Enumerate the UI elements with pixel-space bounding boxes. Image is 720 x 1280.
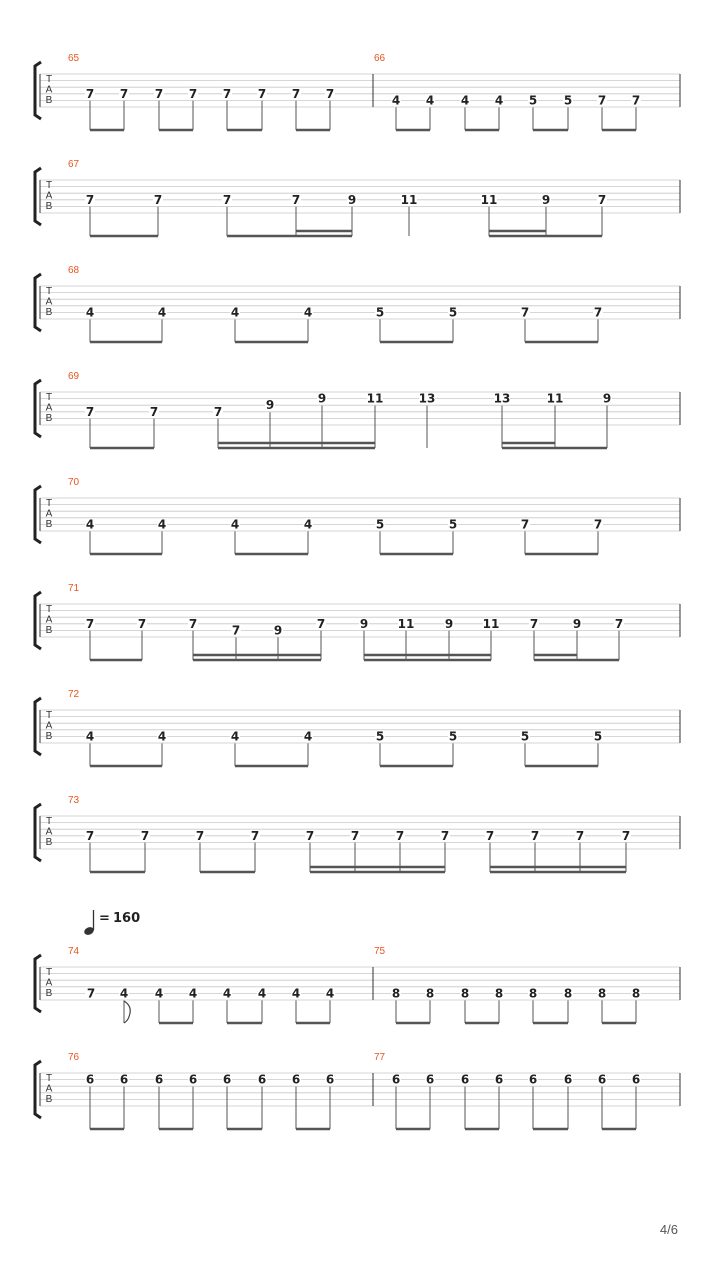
fret-number: 7	[621, 828, 631, 843]
fret-number: 7	[593, 517, 603, 532]
fret-number: 7	[440, 828, 450, 843]
measure-number: 75	[374, 946, 386, 957]
fret-number: 4	[303, 729, 313, 744]
fret-number: 4	[257, 986, 267, 1001]
tab-clef-letter: A	[45, 190, 53, 202]
fret-number: 9	[273, 623, 283, 638]
fret-number: 6	[425, 1072, 435, 1087]
fret-number: 13	[493, 391, 511, 406]
tab-clef-letter: T	[45, 498, 53, 509]
fret-number: 5	[375, 517, 385, 532]
fret-number: 5	[375, 729, 385, 744]
measure-number: 70	[68, 477, 80, 488]
fret-number: 4	[119, 986, 129, 1001]
fret-number: 7	[291, 86, 301, 101]
fret-number: 9	[572, 616, 582, 631]
measure-number: 69	[68, 371, 80, 382]
fret-number: 9	[317, 391, 327, 406]
measure-number: 66	[374, 53, 386, 64]
fret-number: 7	[222, 86, 232, 101]
fret-number: 7	[529, 616, 539, 631]
fret-number: 4	[230, 305, 240, 320]
tab-clef-letter: T	[45, 967, 53, 978]
tab-clef-letter: B	[45, 625, 53, 636]
tab-clef-letter: T	[45, 816, 53, 827]
fret-number: 4	[85, 729, 95, 744]
tempo-value: 160	[113, 911, 141, 926]
fret-number: 5	[593, 729, 603, 744]
fret-number: 11	[400, 192, 418, 207]
fret-number: 7	[316, 616, 326, 631]
measure-number: 74	[68, 946, 80, 957]
fret-number: 4	[157, 517, 167, 532]
fret-number: 7	[85, 192, 95, 207]
fret-number: 5	[375, 305, 385, 320]
fret-number: 6	[494, 1072, 504, 1087]
fret-number: 6	[222, 1072, 232, 1087]
fret-number: 7	[291, 192, 301, 207]
tab-clef-letter: B	[45, 307, 53, 318]
tempo-equals: =	[99, 911, 110, 926]
tab-clef-letter: A	[45, 84, 53, 96]
fret-number: 5	[448, 517, 458, 532]
page-number: 4/6	[659, 1222, 678, 1237]
fret-number: 8	[631, 986, 641, 1001]
fret-number: 6	[85, 1072, 95, 1087]
tab-clef-letter: B	[45, 988, 53, 999]
tab-clef-letter: A	[45, 296, 53, 308]
fret-number: 7	[188, 616, 198, 631]
fret-number: 5	[563, 93, 573, 108]
fret-number: 7	[119, 86, 129, 101]
measure-number: 76	[68, 1052, 80, 1063]
fret-number: 9	[602, 391, 612, 406]
measure-number: 65	[68, 53, 80, 64]
measure-number: 73	[68, 795, 80, 806]
fret-number: 7	[137, 616, 147, 631]
tab-clef-letter: B	[45, 731, 53, 742]
tab-clef-letter: B	[45, 519, 53, 530]
fret-number: 7	[188, 86, 198, 101]
fret-number: 7	[305, 828, 315, 843]
fret-number: 9	[444, 616, 454, 631]
fret-number: 4	[291, 986, 301, 1001]
fret-number: 5	[448, 305, 458, 320]
fret-number: 4	[391, 93, 401, 108]
fret-number: 6	[154, 1072, 164, 1087]
fret-number: 8	[391, 986, 401, 1001]
measure-number: 67	[68, 159, 80, 170]
fret-number: 6	[257, 1072, 267, 1087]
fret-number: 8	[425, 986, 435, 1001]
fret-number: 8	[494, 986, 504, 1001]
fret-number: 4	[154, 986, 164, 1001]
tab-clef-letter: B	[45, 1094, 53, 1105]
fret-number: 7	[213, 404, 223, 419]
fret-number: 4	[494, 93, 504, 108]
fret-number: 11	[482, 616, 500, 631]
fret-number: 8	[563, 986, 573, 1001]
eighth-flag	[124, 1001, 130, 1023]
tab-clef-letter: T	[45, 392, 53, 403]
tab-clef-letter: A	[45, 977, 53, 989]
tab-clef-letter: B	[45, 837, 53, 848]
tab-clef-letter: T	[45, 1073, 53, 1084]
fret-number: 4	[222, 986, 232, 1001]
fret-number: 6	[563, 1072, 573, 1087]
fret-number: 4	[425, 93, 435, 108]
fret-number: 5	[520, 729, 530, 744]
tab-clef-letter: A	[45, 826, 53, 838]
fret-number: 6	[460, 1072, 470, 1087]
fret-number: 7	[593, 305, 603, 320]
fret-number: 4	[230, 729, 240, 744]
fret-number: 7	[195, 828, 205, 843]
tab-clef-letter: T	[45, 180, 53, 191]
fret-number: 7	[485, 828, 495, 843]
fret-number: 4	[188, 986, 198, 1001]
fret-number: 4	[303, 305, 313, 320]
measure-number: 68	[68, 265, 80, 276]
tab-clef-letter: T	[45, 74, 53, 85]
tab-clef-letter: T	[45, 286, 53, 297]
fret-number: 7	[631, 93, 641, 108]
fret-number: 7	[231, 623, 241, 638]
fret-number: 7	[85, 404, 95, 419]
fret-number: 13	[418, 391, 436, 406]
fret-number: 4	[85, 305, 95, 320]
tab-clef-letter: A	[45, 1083, 53, 1095]
fret-number: 9	[359, 616, 369, 631]
fret-number: 6	[631, 1072, 641, 1087]
fret-number: 4	[230, 517, 240, 532]
measure-number: 71	[68, 583, 80, 594]
fret-number: 7	[85, 86, 95, 101]
fret-number: 4	[325, 986, 335, 1001]
tab-clef-letter: B	[45, 201, 53, 212]
fret-number: 7	[153, 192, 163, 207]
fret-number: 4	[85, 517, 95, 532]
fret-number: 4	[157, 729, 167, 744]
fret-number: 11	[366, 391, 384, 406]
fret-number: 4	[157, 305, 167, 320]
fret-number: 4	[303, 517, 313, 532]
fret-number: 7	[257, 86, 267, 101]
tab-clef-letter: A	[45, 402, 53, 414]
fret-number: 9	[541, 192, 551, 207]
measure-number: 72	[68, 689, 80, 700]
fret-number: 7	[350, 828, 360, 843]
fret-number: 7	[154, 86, 164, 101]
measure-number: 77	[374, 1052, 386, 1063]
fret-number: 6	[291, 1072, 301, 1087]
fret-number: 7	[86, 986, 96, 1001]
fret-number: 7	[395, 828, 405, 843]
tab-clef-letter: A	[45, 508, 53, 520]
fret-number: 7	[222, 192, 232, 207]
fret-number: 6	[528, 1072, 538, 1087]
fret-number: 6	[325, 1072, 335, 1087]
fret-number: 7	[85, 828, 95, 843]
tab-clef-letter: A	[45, 720, 53, 732]
fret-number: 7	[520, 517, 530, 532]
fret-number: 6	[597, 1072, 607, 1087]
tab-clef-letter: B	[45, 413, 53, 424]
tab-clef-letter: B	[45, 95, 53, 106]
fret-number: 6	[391, 1072, 401, 1087]
fret-number: 8	[528, 986, 538, 1001]
fret-number: 5	[448, 729, 458, 744]
fret-number: 4	[460, 93, 470, 108]
fret-number: 7	[597, 93, 607, 108]
tab-clef-letter: T	[45, 604, 53, 615]
tab-clef-letter: A	[45, 614, 53, 626]
fret-number: 8	[460, 986, 470, 1001]
tab-clef-letter: T	[45, 710, 53, 721]
fret-number: 7	[250, 828, 260, 843]
fret-number: 6	[119, 1072, 129, 1087]
fret-number: 7	[530, 828, 540, 843]
fret-number: 7	[149, 404, 159, 419]
fret-number: 11	[480, 192, 498, 207]
fret-number: 7	[575, 828, 585, 843]
fret-number: 9	[265, 398, 275, 413]
fret-number: 8	[597, 986, 607, 1001]
fret-number: 7	[597, 192, 607, 207]
fret-number: 7	[85, 616, 95, 631]
fret-number: 11	[397, 616, 415, 631]
fret-number: 7	[614, 616, 624, 631]
fret-number: 11	[546, 391, 564, 406]
fret-number: 7	[140, 828, 150, 843]
fret-number: 7	[325, 86, 335, 101]
fret-number: 7	[520, 305, 530, 320]
fret-number: 5	[528, 93, 538, 108]
fret-number: 9	[347, 192, 357, 207]
fret-number: 6	[188, 1072, 198, 1087]
